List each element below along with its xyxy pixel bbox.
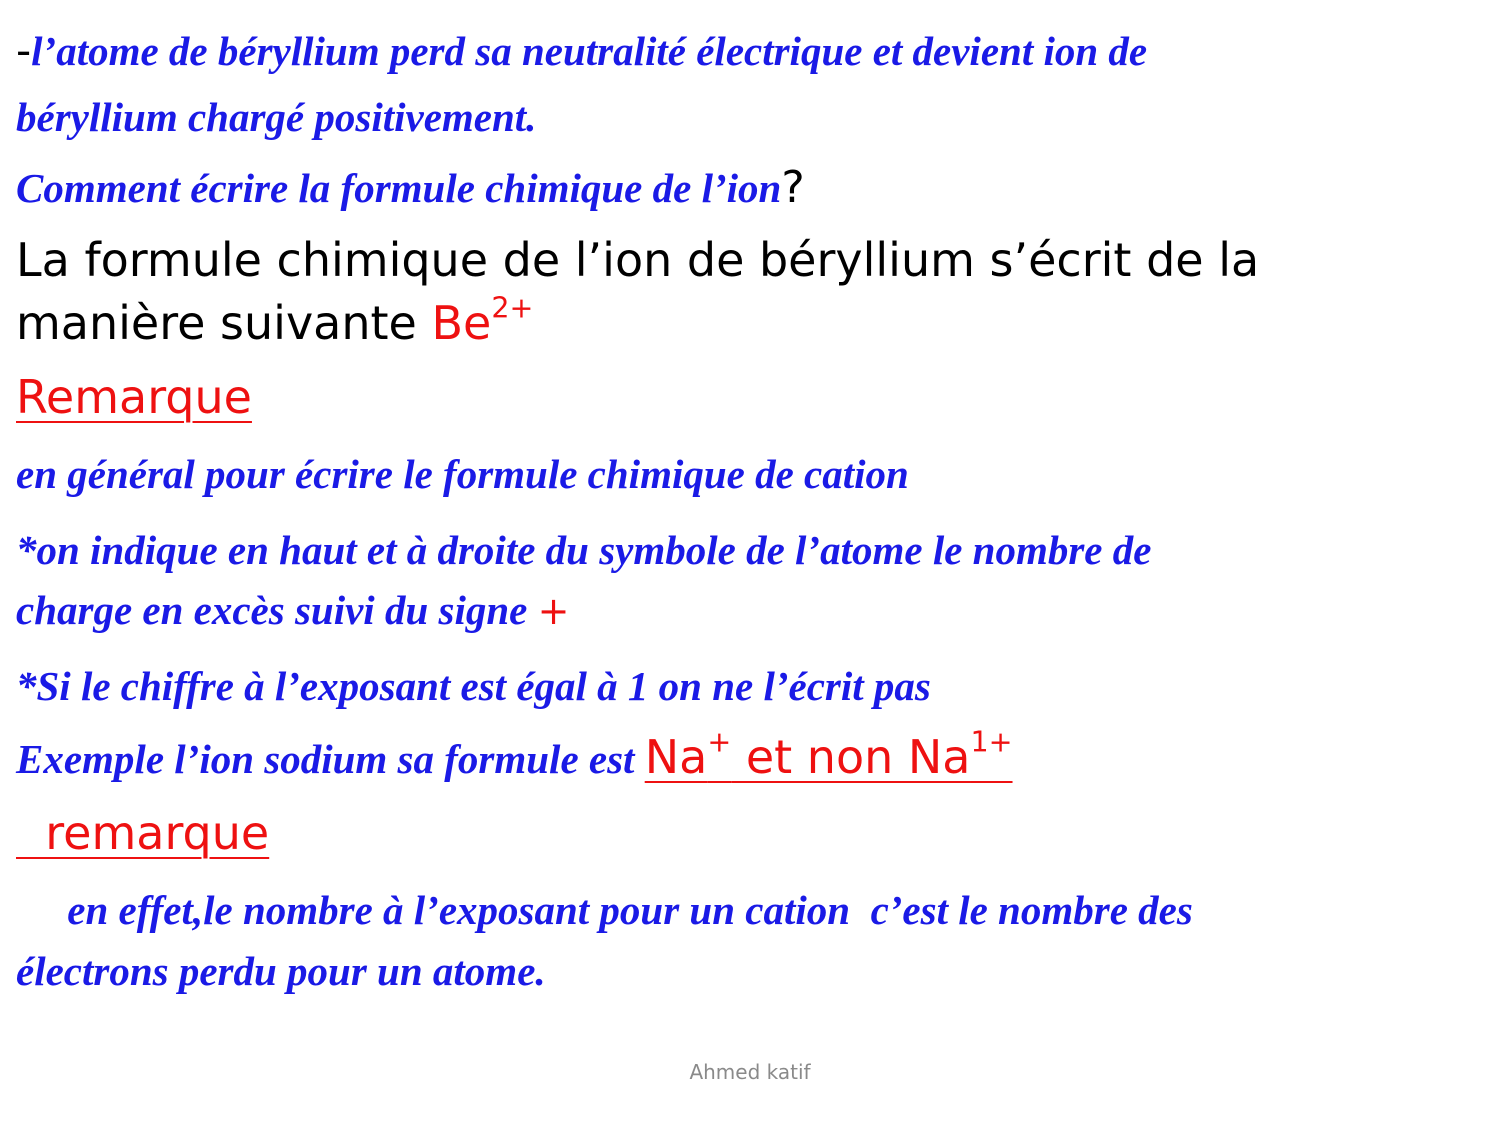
remark-title-1: Remarque [16, 370, 252, 424]
question-text: Comment écrire la formule chimique de l’ion [16, 165, 782, 211]
formula-text-2: manière suivante [16, 296, 432, 350]
rule-1-line-2 [16, 586, 569, 634]
beryllium-charge: 2+ [491, 291, 534, 325]
question-line [16, 162, 805, 213]
sodium-charge: + [707, 725, 732, 759]
rule-1-line-1: *on indique en haut et à droite du symbole de l’atome le nombre de [16, 527, 1152, 573]
intro-dash: - [16, 26, 32, 75]
intro-line-1 [16, 26, 1147, 75]
example-text: Exemple l’ion sodium sa formule est [16, 736, 645, 782]
beryllium-symbol: Be [431, 296, 492, 350]
footer-author: Ahmed katif [689, 1060, 811, 1084]
remark-title-2: remarque [16, 806, 270, 860]
general-rule-intro: en général pour écrire le formule chimique de cation [16, 451, 909, 497]
effect-line-1: en effet,le nombre à l’exposant pour un cation c’est le nombre des [16, 887, 1193, 933]
intro-text-1: l’atome de béryllium perd sa neutralité électrique et devient ion de [31, 28, 1148, 74]
sodium-ion-formula [644, 725, 1013, 784]
rule-2: *Si le chiffre à l’exposant est égal à 1 on ne l’écrit pas [16, 663, 931, 709]
example-line [16, 725, 1013, 784]
formula-line-1: La formule chimique de l’ion de béryllium s’écrit de la [16, 233, 1260, 287]
plus-sign: + [537, 589, 570, 633]
intro-line-2: béryllium chargé positivement. [16, 94, 537, 140]
sodium-wrong-charge: 1+ [970, 725, 1013, 759]
rule-1-text-2: charge en excès suivi du signe [16, 587, 538, 633]
sodium-symbol: Na [644, 730, 708, 784]
question-mark: ? [781, 162, 805, 213]
effect-line-2: électrons perdu pour un atome. [16, 948, 546, 994]
formula-line-2 [16, 291, 534, 350]
sodium-wrong-form: et non Na [731, 730, 971, 784]
beryllium-ion-formula [431, 291, 534, 350]
